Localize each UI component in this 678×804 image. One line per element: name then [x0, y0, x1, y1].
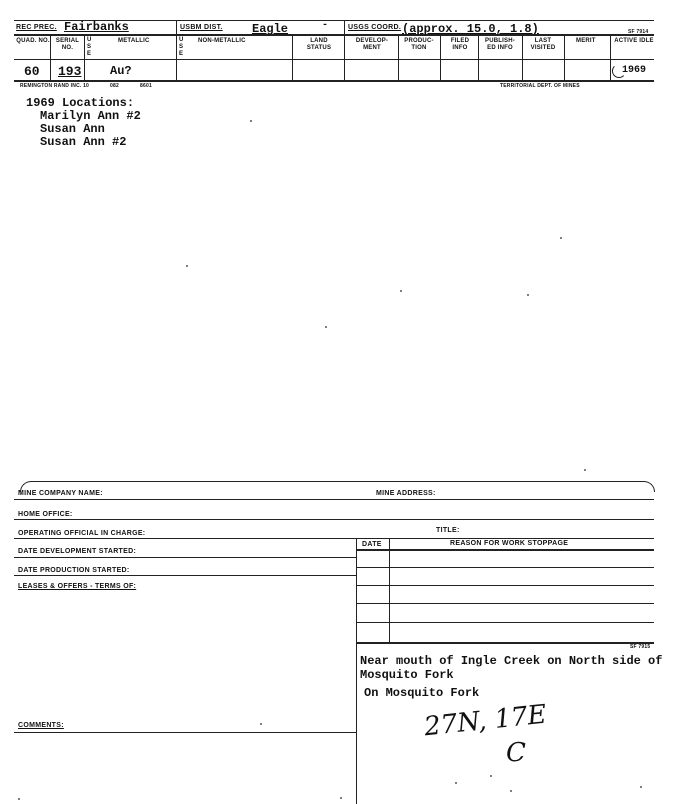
note-line-1: Near mouth of Ingle Creek on North side of — [360, 654, 663, 668]
speck — [584, 469, 586, 471]
divider — [478, 34, 479, 80]
speck — [400, 290, 402, 292]
rec-prec-label: REC PREC. — [16, 24, 57, 31]
form-number: SF 7914 — [628, 29, 649, 35]
rule — [356, 603, 654, 604]
rule — [14, 538, 654, 539]
usbm-dist-dash: - — [322, 20, 329, 31]
printer-imprint: REMINGTON RAND INC. 10 — [20, 83, 90, 89]
rule — [14, 732, 356, 733]
speck — [325, 326, 327, 328]
speck — [455, 782, 457, 784]
column-divider — [356, 538, 357, 804]
title-label: TITLE: — [436, 527, 460, 534]
divider-curve-right — [602, 481, 655, 492]
divider — [522, 34, 523, 80]
speck — [640, 786, 642, 788]
col-filed-info: FILED INFO — [450, 38, 470, 51]
divider — [344, 20, 345, 80]
header-bottom-rule — [14, 34, 654, 36]
rule — [14, 575, 356, 576]
speck — [510, 790, 512, 792]
rule — [356, 585, 654, 586]
col-active-idle: ACTIVE IDLE — [614, 38, 654, 44]
record-row-rule — [14, 80, 654, 82]
divider — [176, 20, 177, 80]
divider — [440, 34, 441, 80]
rule — [356, 567, 654, 568]
divider — [398, 34, 399, 80]
speck — [18, 798, 20, 800]
column-divider — [389, 538, 390, 643]
mine-address-label: MINE ADDRESS: — [376, 490, 436, 497]
col-metallic-use: U S E — [87, 37, 92, 57]
development-started-label: DATE DEVELOPMENT STARTED: — [18, 548, 137, 555]
record-metallic: Au? — [110, 64, 132, 78]
divider-curve — [62, 481, 602, 482]
rule — [356, 549, 654, 551]
col-production: PRODUC- TION — [404, 38, 434, 51]
col-merit: MERIT — [576, 38, 596, 44]
divider — [610, 34, 611, 80]
reason-header: REASON FOR WORK STOPPAGE — [450, 540, 569, 547]
speck — [527, 294, 529, 296]
rule — [356, 642, 654, 644]
divider — [292, 34, 293, 80]
col-nonmetallic-use: U S E — [179, 37, 184, 57]
col-land-status: LAND STATUS — [306, 38, 332, 51]
speck — [560, 237, 562, 239]
leases-label: LEASES & OFFERS - TERMS OF: — [18, 583, 137, 590]
speck — [490, 775, 492, 777]
usgs-coord-value: (approx. 15.0, 1.8) — [402, 22, 539, 36]
handwritten-letter: C — [506, 738, 526, 768]
col-published-info: PUBLISH- ED INFO — [485, 38, 515, 51]
department-imprint: TERRITORIAL DEPT. OF MINES — [500, 83, 580, 89]
rule — [356, 622, 654, 623]
usgs-coord-label: USGS COORD. — [348, 24, 402, 31]
usbm-dist-value: Eagle — [252, 22, 289, 36]
locations-heading: 1969 Locations: — [26, 96, 135, 110]
divider — [84, 34, 85, 80]
note-line-3: On Mosquito Fork — [364, 686, 480, 700]
location-item: Susan Ann #2 — [40, 135, 127, 149]
mine-company-name-label: MINE COMPANY NAME: — [18, 490, 103, 497]
record-active-idle: 1969 — [622, 65, 647, 76]
home-office-label: HOME OFFICE: — [18, 511, 73, 518]
col-metallic: METALLIC — [118, 38, 150, 44]
rec-prec-value: Fairbanks — [64, 20, 129, 34]
comments-label: COMMENTS: — [18, 722, 64, 729]
handwritten-township: 27N, 17E — [422, 699, 548, 743]
col-development: DEVELOP- MENT — [355, 38, 389, 51]
speck — [340, 797, 342, 799]
date-header: DATE — [362, 541, 382, 548]
speck — [186, 265, 188, 267]
location-item: Susan Ann — [40, 122, 105, 136]
locations-list — [40, 110, 141, 149]
record-serial-no: 193 — [58, 64, 82, 79]
printer-code-2: 8601 — [140, 83, 152, 89]
divider — [564, 34, 565, 80]
rule — [14, 499, 654, 500]
col-nonmetallic: NON-METALLIC — [198, 38, 246, 44]
rule — [14, 519, 654, 520]
location-item: Marilyn Ann #2 — [40, 109, 141, 123]
record-quad-no: 60 — [24, 64, 40, 79]
form-number-2: SF 7915 — [630, 644, 651, 650]
col-last-visited: LAST VISITED — [530, 38, 556, 51]
col-serial-no: SERIAL NO. — [55, 38, 80, 51]
usbm-dist-label: USBM DIST. — [180, 24, 223, 31]
production-started-label: DATE PRODUCTION STARTED: — [18, 567, 130, 574]
rule — [14, 557, 356, 558]
speck — [250, 120, 252, 122]
operating-official-label: OPERATING OFFICIAL IN CHARGE: — [18, 530, 146, 537]
column-header-rule — [14, 59, 654, 60]
col-quad-no: QUAD. NO. — [16, 38, 50, 44]
speck — [260, 723, 262, 725]
note-line-2: Mosquito Fork — [360, 668, 454, 682]
printer-code-1: 082 — [110, 83, 119, 89]
